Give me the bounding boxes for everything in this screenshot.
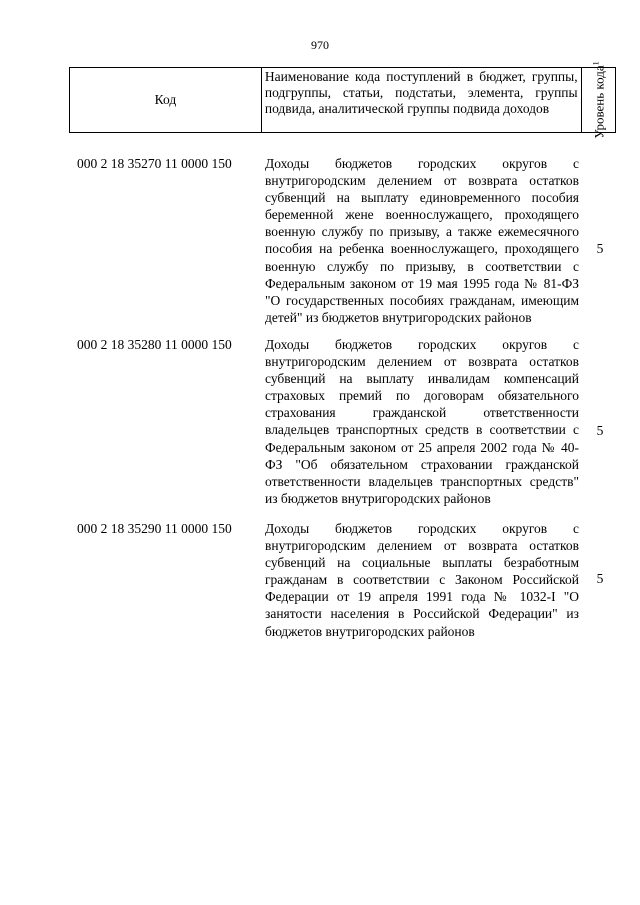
row-name: Доходы бюджетов городских округов с внутригородским делением от возврата остатков субвенций на социальные выплаты безработным гражданам в соответствии с Законом Российской Федерации от 19 апреля 1991 года № 1032-I "О занятости населения в Российской Федерации" из бюджетов внутригородских районов (265, 521, 579, 639)
row-name: Доходы бюджетов городских округов с внутригородским делением от возврата остатков субвенций на выплату единовременного пособия беременной жене военнослужащего, проходящего военную службу по призыву, а также ежемесячного пособия на ребенка военнослужащего, проходящего военную службу по призыву, в соответствии с Федеральным законом от 19 мая 1995 года № 81-ФЗ "О государственных пособиях гражданам, имеющим детей" из бюджетов внутригородских районов (265, 156, 579, 325)
row-code: 000 2 18 35270 11 0000 150 (77, 156, 232, 171)
header-level-text: Уровень кода (591, 65, 607, 139)
row-level: 5 (596, 423, 604, 438)
header-level-label (590, 61, 607, 138)
page-number: 970 (311, 38, 329, 52)
row-code: 000 2 18 35290 11 0000 150 (77, 521, 232, 536)
header-level-footnote: 1 (591, 61, 601, 66)
header-name: Наименование кода поступлений в бюджет, группы, подгруппы, статьи, подстатьи, элемента, группы подвида, аналитической группы подвида доходов (261, 68, 581, 133)
row-level: 5 (596, 571, 604, 586)
row-level: 5 (596, 241, 604, 256)
row-name: Доходы бюджетов городских округов с внутригородским делением от возврата остатков субвенций на выплату инвалидам компенсаций страховых премий по договорам обязательного страхования гражданской ответственности владельцев транспортных средств в соответствии с Федеральным законом от 25 апреля 2002 года № 40-ФЗ "Об обязательном страховании гражданской ответственности владельцев транспортных средств" из бюджетов внутригородских районов (265, 337, 579, 506)
table-header (69, 61, 616, 139)
header-level (581, 61, 615, 139)
header-code: Код (70, 68, 262, 133)
row-code: 000 2 18 35280 11 0000 150 (77, 337, 232, 352)
